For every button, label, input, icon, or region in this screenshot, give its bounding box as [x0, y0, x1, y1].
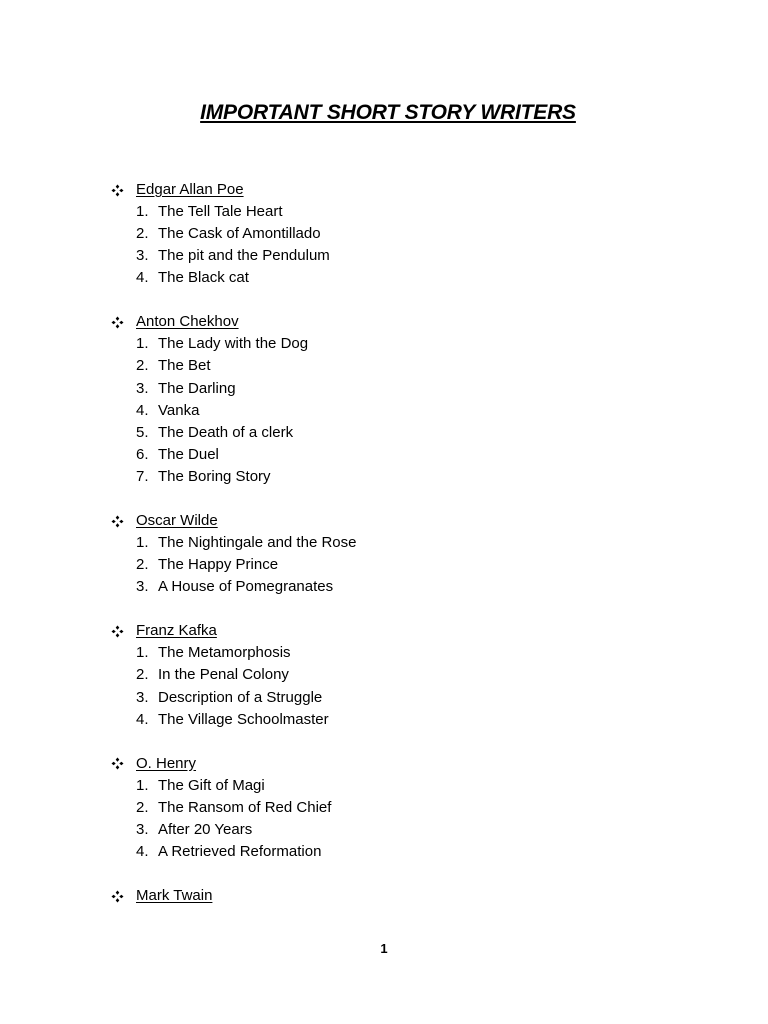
- work-number: 3.: [136, 247, 149, 265]
- list-item: [111, 444, 671, 466]
- list-item: [111, 466, 671, 488]
- work-title: The Duel: [158, 445, 219, 463]
- work-number: 2.: [136, 666, 149, 684]
- work-number: 4.: [136, 710, 149, 728]
- list-item: [111, 355, 671, 377]
- diamond-bullet-icon: [111, 515, 136, 528]
- work-number: 2.: [136, 225, 149, 243]
- work-number-cell: [111, 554, 158, 576]
- list-item: [111, 841, 671, 863]
- work-title: The Ransom of Red Chief: [158, 798, 332, 816]
- diamond-bullet-icon: [111, 316, 136, 329]
- work-number: 3.: [136, 578, 149, 596]
- list-item: [111, 642, 671, 664]
- writer-name: Franz Kafka: [136, 622, 217, 640]
- writer-name: Edgar Allan Poe: [136, 181, 244, 198]
- list-item: [111, 709, 671, 731]
- writer-list: [111, 179, 671, 929]
- list-item: [111, 576, 671, 598]
- work-number-cell: [111, 355, 158, 377]
- work-number: 1.: [136, 335, 149, 353]
- work-number-cell: [111, 267, 158, 289]
- diamond-bullet-icon: [111, 184, 136, 197]
- writer-section: [111, 179, 671, 289]
- work-title: The pit and the Pendulum: [158, 247, 330, 265]
- diamond-bullet-icon: [111, 890, 136, 903]
- work-title: After 20 Years: [158, 820, 253, 838]
- works-list: [111, 775, 671, 863]
- work-number-cell: [111, 819, 158, 841]
- work-title: A House of Pomegranates: [158, 578, 334, 596]
- work-title: The Tell Tale Heart: [158, 203, 283, 220]
- work-number-cell: [111, 841, 158, 863]
- list-item: [111, 775, 671, 797]
- diamond-bullet-icon: [111, 757, 136, 770]
- list-item: [111, 664, 671, 686]
- writer-heading: [111, 179, 671, 201]
- work-number-cell: [111, 201, 158, 223]
- work-number: 3.: [136, 820, 149, 838]
- writer-heading: [111, 510, 671, 532]
- work-number-cell: [111, 775, 158, 797]
- work-number-cell: [111, 333, 158, 355]
- work-number: 3.: [136, 379, 149, 397]
- work-title: The Cask of Amontillado: [158, 225, 321, 243]
- list-item: [111, 422, 671, 444]
- list-item: [111, 223, 671, 245]
- writer-name: Oscar Wilde: [136, 512, 218, 530]
- work-number-cell: [111, 245, 158, 267]
- work-number: 1.: [136, 776, 149, 794]
- work-number-cell: [111, 378, 158, 400]
- writer-section: [111, 885, 671, 907]
- work-title: The Death of a clerk: [158, 423, 294, 441]
- work-number: 1.: [136, 644, 149, 662]
- writer-section: [111, 753, 671, 863]
- writer-heading: [111, 311, 671, 333]
- writer-heading: [111, 885, 671, 907]
- work-number-cell: [111, 400, 158, 422]
- works-list: [111, 532, 671, 598]
- work-number-cell: [111, 532, 158, 554]
- work-number: 4.: [136, 401, 149, 419]
- work-number: 2.: [136, 556, 149, 574]
- work-number: 2.: [136, 798, 149, 816]
- work-number-cell: [111, 687, 158, 709]
- work-number-cell: [111, 797, 158, 819]
- work-number: 6.: [136, 445, 149, 463]
- works-list: [111, 333, 671, 488]
- work-number-cell: [111, 709, 158, 731]
- writer-name: Mark Twain: [136, 887, 213, 905]
- work-number: 1.: [136, 203, 149, 220]
- work-number: 5.: [136, 423, 149, 441]
- list-item: [111, 267, 671, 289]
- work-title: Description of a Struggle: [158, 688, 323, 706]
- work-number: 2.: [136, 357, 149, 375]
- work-title: The Black cat: [158, 269, 249, 287]
- work-number-cell: [111, 223, 158, 245]
- list-item: [111, 333, 671, 355]
- list-item: [111, 400, 671, 422]
- work-title: The Bet: [158, 357, 211, 375]
- work-number: 7.: [136, 467, 149, 485]
- list-item: [111, 378, 671, 400]
- works-list: [111, 201, 671, 289]
- work-title: The Darling: [158, 379, 236, 397]
- work-title: The Nightingale and the Rose: [158, 534, 357, 552]
- diamond-bullet-icon: [111, 625, 136, 638]
- work-number: 4.: [136, 269, 149, 287]
- list-item: [111, 245, 671, 267]
- work-number-cell: [111, 642, 158, 664]
- work-title: The Metamorphosis: [158, 644, 291, 662]
- work-number-cell: [111, 466, 158, 488]
- writer-heading: [111, 753, 671, 775]
- work-title: A Retrieved Reformation: [158, 842, 322, 860]
- writer-section: [111, 510, 671, 598]
- work-number-cell: [111, 422, 158, 444]
- work-title: The Happy Prince: [158, 556, 279, 574]
- writer-heading: [111, 620, 671, 642]
- work-title: In the Penal Colony: [158, 666, 289, 684]
- list-item: [111, 797, 671, 819]
- list-item: [111, 201, 671, 223]
- work-title: Vanka: [158, 401, 200, 419]
- work-title: The Gift of Magi: [158, 776, 265, 794]
- writer-name: O. Henry: [136, 754, 197, 772]
- work-title: The Lady with the Dog: [158, 335, 309, 353]
- writer-section: [111, 311, 671, 488]
- work-number: 1.: [136, 534, 149, 552]
- work-number-cell: [111, 664, 158, 686]
- writer-section: [111, 620, 671, 730]
- page-title: IMPORTANT SHORT STORY WRITERS: [200, 101, 576, 124]
- work-title: The Village Schoolmaster: [158, 710, 329, 728]
- works-list: [111, 642, 671, 730]
- page-number: 1: [380, 941, 388, 956]
- work-title: The Boring Story: [158, 467, 271, 485]
- work-number-cell: [111, 444, 158, 466]
- writer-name: Anton Chekhov: [136, 313, 239, 331]
- work-number: 3.: [136, 688, 149, 706]
- list-item: [111, 687, 671, 709]
- list-item: [111, 819, 671, 841]
- list-item: [111, 554, 671, 576]
- work-number: 4.: [136, 842, 149, 860]
- work-number-cell: [111, 576, 158, 598]
- list-item: [111, 532, 671, 554]
